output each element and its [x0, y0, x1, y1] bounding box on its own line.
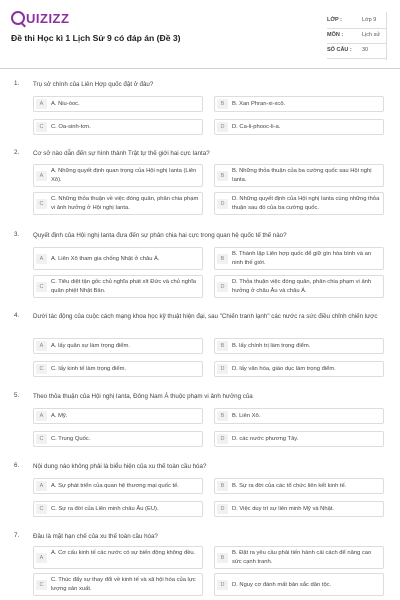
- option-b[interactable]: [214, 247, 384, 270]
- option-c[interactable]: [33, 119, 203, 135]
- option-letter: B: [217, 254, 228, 264]
- option-letter: D: [217, 282, 228, 292]
- meta-info: [327, 14, 387, 59]
- option-text: A. Những quyết định quan trọng của Hội nghị Ianta (Liên Xô).: [51, 168, 197, 183]
- option-letter: C: [36, 364, 47, 374]
- option-a[interactable]: [33, 96, 203, 112]
- option-text: B. Xan Phran-xi-xcô.: [232, 101, 286, 107]
- meta-key: LỚP :: [327, 17, 342, 23]
- option-letter: D: [217, 504, 228, 514]
- option-letter: A: [36, 99, 47, 109]
- question-number: 1.: [14, 80, 20, 87]
- option-a[interactable]: [33, 546, 203, 569]
- question-text: Cơ sở nào dẫn đến sự hình thành Trật tự thế giới hai cực Ianta?: [33, 150, 210, 157]
- meta-row-count: [327, 44, 387, 59]
- option-a[interactable]: [33, 478, 203, 494]
- option-letter: B: [217, 171, 228, 181]
- meta-value: Lớp 9: [362, 17, 377, 23]
- option-text: A. Cơ cấu kinh tế các nước có sự biến động không đều.: [51, 550, 196, 556]
- option-text: C. Trung Quốc.: [51, 436, 91, 442]
- option-letter: C: [36, 434, 47, 444]
- option-d[interactable]: [214, 275, 384, 298]
- meta-key: SỐ CÂU :: [327, 47, 352, 53]
- option-letter: A: [36, 411, 47, 421]
- question-number: 5.: [14, 392, 20, 399]
- option-text: B. lấy chính trị làm trọng điểm.: [232, 343, 311, 349]
- option-text: B. Liên Xô.: [232, 413, 261, 419]
- question-text: Trụ sở chính của Liên Hợp quốc đặt ở đâu?: [33, 81, 154, 88]
- option-text: C. Tiêu diệt tận gốc chủ nghĩa phát xít Đức và chủ nghĩa quân phiệt Nhật Bản.: [51, 279, 197, 294]
- option-letter: B: [217, 341, 228, 351]
- option-letter: A: [36, 254, 47, 264]
- option-letter: C: [36, 122, 47, 132]
- option-text: D. Thỏa thuận việc đóng quân, phân chia phạm vi ảnh hưởng ở châu Âu và châu Á.: [232, 279, 372, 294]
- meta-value: 30: [362, 47, 369, 53]
- option-c[interactable]: [33, 361, 203, 377]
- option-letter: A: [36, 481, 47, 491]
- option-a[interactable]: [33, 408, 203, 424]
- option-letter: B: [217, 481, 228, 491]
- option-text: C. Sự ra đời của Liên minh châu Âu (EU).: [51, 506, 159, 512]
- option-letter: C: [36, 282, 47, 292]
- option-letter: D: [217, 580, 228, 590]
- option-text: D. các nước phương Tây.: [232, 436, 299, 442]
- option-letter: D: [217, 434, 228, 444]
- option-a[interactable]: [33, 338, 203, 354]
- option-letter: A: [36, 341, 47, 351]
- option-c[interactable]: [33, 275, 203, 298]
- option-letter: C: [36, 504, 47, 514]
- question-text: Đâu là mặt hạn chế của xu thế toàn cầu hóa?: [33, 533, 158, 540]
- option-letter: C: [36, 580, 47, 590]
- option-b[interactable]: [214, 408, 384, 424]
- logo-q-icon: [11, 11, 25, 25]
- option-text: C. lấy kinh tế làm trọng điểm.: [51, 366, 127, 372]
- question-number: 2.: [14, 149, 20, 156]
- option-letter: C: [36, 199, 47, 209]
- document-title: Đề thi Học kì 1 Lịch Sử 9 có đáp án (Đề 3): [11, 33, 181, 43]
- question-number: 3.: [14, 231, 20, 238]
- option-c[interactable]: [33, 192, 203, 215]
- option-b[interactable]: [214, 478, 384, 494]
- option-letter: D: [217, 364, 228, 374]
- option-d[interactable]: [214, 119, 384, 135]
- option-text: B. Sự ra đời của các tổ chức liên kết kinh tế.: [232, 483, 347, 489]
- option-letter: D: [217, 122, 228, 132]
- option-d[interactable]: [214, 361, 384, 377]
- option-letter: B: [217, 99, 228, 109]
- option-text: A. Mỹ.: [51, 413, 68, 419]
- option-b[interactable]: [214, 164, 384, 187]
- option-text: B. Thành lập Liên hợp quốc để giữ gìn hòa bình và an ninh thế giới.: [232, 251, 372, 266]
- option-text: C. Oa-sinh-tơn.: [51, 124, 91, 130]
- option-text: D. lấy văn hóa, giáo dục làm trọng điểm.: [232, 366, 336, 372]
- question-text: Quyết định của Hội nghị Ianta đưa đến sự phân chia hai cực trong quan hệ quốc tế thế nào?: [33, 232, 287, 239]
- option-b[interactable]: [214, 546, 384, 569]
- option-text: D. Những quyết định của Hội nghị Ianta cùng những thỏa thuận sau đó của ba cường quốc.: [232, 196, 380, 211]
- question-number: 4.: [14, 312, 20, 319]
- option-text: A. lấy quân sự làm trọng điểm.: [51, 343, 130, 349]
- meta-row-grade: [327, 14, 387, 29]
- option-text: D. Việc duy trì sự liên minh Mỹ và Nhật.: [232, 506, 335, 512]
- option-letter: A: [36, 553, 47, 563]
- option-letter: A: [36, 171, 47, 181]
- option-text: C. Những thỏa thuận về việc đóng quân, phân chia phạm vi ảnh hưởng ở Hội nghị Ianta.: [51, 196, 199, 211]
- option-text: A. Niu-óoc.: [51, 101, 80, 107]
- option-text: B. Đặt ra yêu cầu phải tiến hành cải cách để nâng cao sức cạnh tranh.: [232, 550, 372, 565]
- option-d[interactable]: [214, 573, 384, 596]
- option-letter: B: [217, 411, 228, 421]
- header-divider: [0, 68, 400, 69]
- option-letter: B: [217, 553, 228, 563]
- option-b[interactable]: [214, 96, 384, 112]
- option-text: A. Liên Xô tham gia chống Nhật ở châu Á.: [51, 256, 160, 262]
- option-c[interactable]: [33, 501, 203, 517]
- worksheet-header: [0, 0, 400, 66]
- option-text: D. Ca-li-phooc-li-a.: [232, 124, 281, 130]
- quizizz-logo: [11, 11, 69, 26]
- option-d[interactable]: [214, 431, 384, 447]
- meta-row-subject: [327, 29, 387, 44]
- meta-value: Lịch sử: [362, 32, 381, 38]
- option-letter: D: [217, 199, 228, 209]
- question-number: 6.: [14, 462, 20, 469]
- option-d[interactable]: [214, 192, 384, 215]
- option-text: C. Thúc đẩy sự thay đổi về kinh tế và xã hội hóa của lực lượng sản xuất.: [51, 577, 196, 592]
- question-text: Nội dung nào không phải là biểu hiện của xu thế toàn cầu hóa?: [33, 463, 207, 470]
- option-b[interactable]: [214, 338, 384, 354]
- option-a[interactable]: [33, 164, 203, 187]
- option-text: B. Những thỏa thuận của ba cường quốc sau Hội nghị Ianta.: [232, 168, 372, 183]
- option-c[interactable]: [33, 431, 203, 447]
- question-number: 7.: [14, 532, 20, 539]
- option-c[interactable]: [33, 573, 203, 596]
- question-text: Theo thỏa thuận của Hội nghị Ianta, Đông Nam Á thuộc phạm vi ảnh hưởng của: [33, 393, 253, 400]
- option-a[interactable]: [33, 247, 203, 270]
- question-text: Dưới tác động của cuộc cách mạng khoa học kỹ thuật hiện đại, sau "Chiến tranh lạnh" các nước ra sức điều chỉnh chiến lược: [33, 313, 378, 320]
- option-text: D. Nguy cơ đánh mất bản sắc dân tộc.: [232, 582, 332, 588]
- option-d[interactable]: [214, 501, 384, 517]
- meta-divider: [386, 12, 387, 60]
- option-text: A. Sự phát triển của quan hệ thương mại quốc tế.: [51, 483, 179, 489]
- logo-text: UIZIZZ: [26, 11, 70, 26]
- meta-key: MÔN :: [327, 32, 344, 38]
